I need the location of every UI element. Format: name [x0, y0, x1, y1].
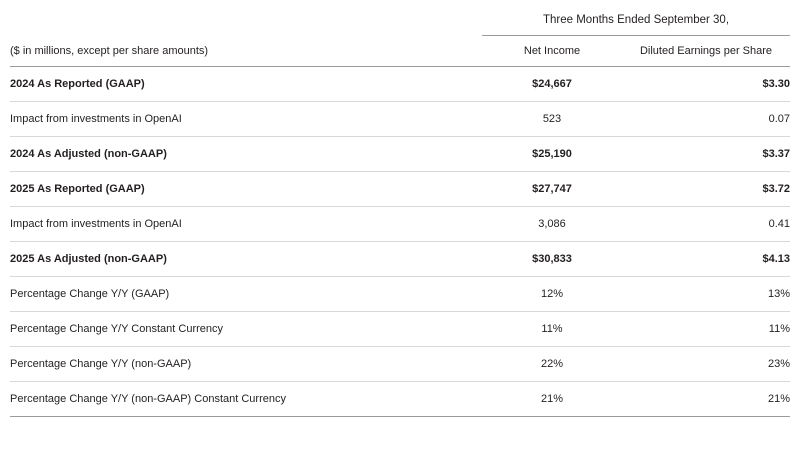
row-diluted-eps: 0.07 [622, 102, 790, 137]
row-net-income: 523 [482, 102, 622, 137]
row-net-income: 21% [482, 382, 622, 417]
row-net-income: 22% [482, 347, 622, 382]
row-label: 2024 As Reported (GAAP) [10, 67, 482, 102]
row-diluted-eps: $3.72 [622, 172, 790, 207]
row-diluted-eps: 11% [622, 312, 790, 347]
row-net-income: $25,190 [482, 137, 622, 172]
row-diluted-eps: 21% [622, 382, 790, 417]
table-group-header-row [10, 8, 790, 36]
table-row [10, 382, 790, 417]
row-label: Percentage Change Y/Y (non-GAAP) [10, 347, 482, 382]
row-net-income: 3,086 [482, 207, 622, 242]
table-row [10, 102, 790, 137]
table-row [10, 242, 790, 277]
row-label: Percentage Change Y/Y (non-GAAP) Constant Currency [10, 382, 482, 417]
row-diluted-eps: $3.37 [622, 137, 790, 172]
row-diluted-eps: 23% [622, 347, 790, 382]
row-net-income: $27,747 [482, 172, 622, 207]
table-row [10, 172, 790, 207]
row-label: Impact from investments in OpenAI [10, 207, 482, 242]
table-column-header-row [10, 36, 790, 67]
row-label: 2025 As Reported (GAAP) [10, 172, 482, 207]
row-diluted-eps: 13% [622, 277, 790, 312]
table-row [10, 277, 790, 312]
table-body [10, 8, 790, 417]
row-label: Percentage Change Y/Y Constant Currency [10, 312, 482, 347]
table-row [10, 137, 790, 172]
row-label: 2024 As Adjusted (non-GAAP) [10, 137, 482, 172]
table-row [10, 207, 790, 242]
row-diluted-eps: $3.30 [622, 67, 790, 102]
group-header-period: Three Months Ended September 30, [482, 8, 790, 36]
column-header-diluted-eps: Diluted Earnings per Share [622, 36, 790, 67]
column-header-units: ($ in millions, except per share amounts) [10, 36, 482, 67]
table-row [10, 67, 790, 102]
row-diluted-eps: $4.13 [622, 242, 790, 277]
row-net-income: $24,667 [482, 67, 622, 102]
row-label: 2025 As Adjusted (non-GAAP) [10, 242, 482, 277]
column-header-net-income: Net Income [482, 36, 622, 67]
row-label: Impact from investments in OpenAI [10, 102, 482, 137]
row-net-income: $30,833 [482, 242, 622, 277]
row-net-income: 12% [482, 277, 622, 312]
table-row [10, 347, 790, 382]
group-header-spacer [10, 8, 482, 36]
row-label: Percentage Change Y/Y (GAAP) [10, 277, 482, 312]
financial-results-table [10, 8, 790, 417]
row-diluted-eps: 0.41 [622, 207, 790, 242]
financial-table-page [0, 8, 800, 452]
row-net-income: 11% [482, 312, 622, 347]
table-row [10, 312, 790, 347]
